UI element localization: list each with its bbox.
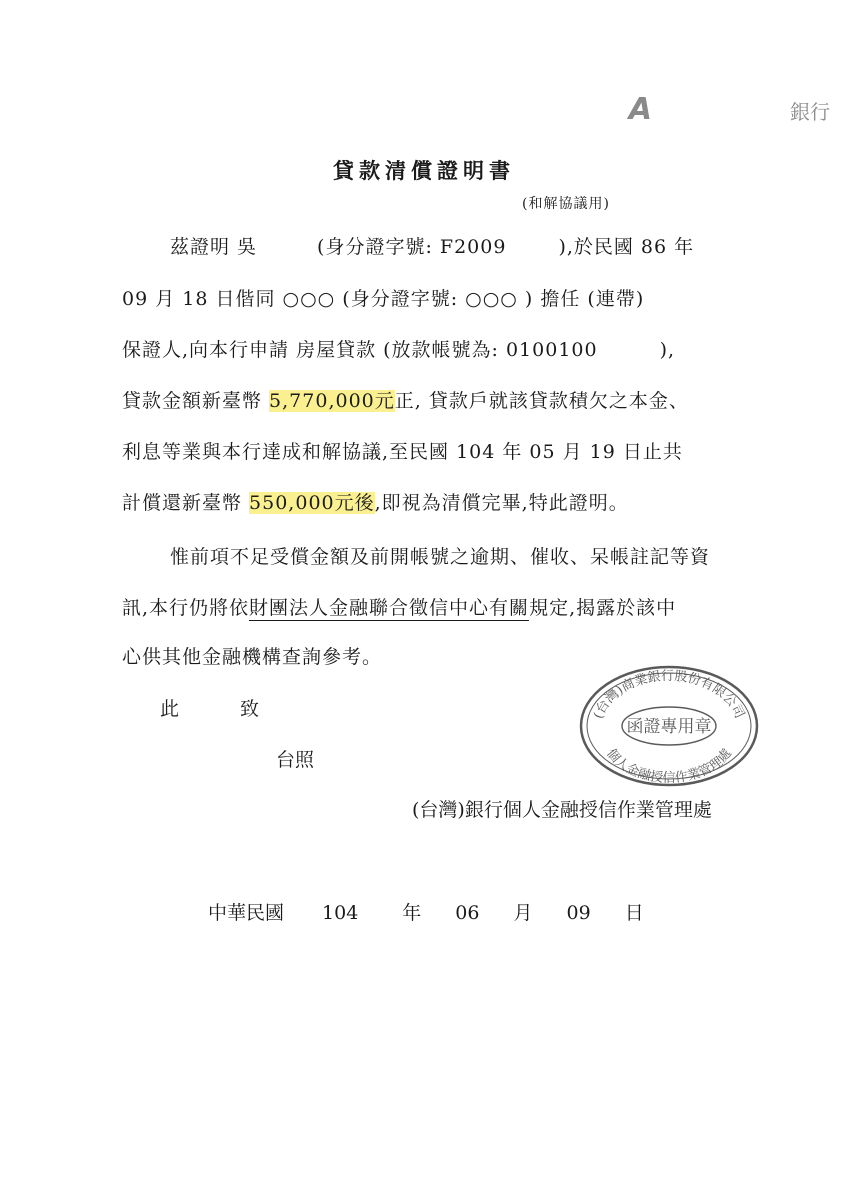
para2-line-3-a: 心供其他金融機構查詢參考。	[122, 646, 383, 668]
body-line-6-b: ,即視為清償完畢,特此證明。	[374, 492, 629, 514]
body-line-5	[122, 437, 683, 464]
date-day: 09	[566, 902, 591, 924]
body-line-3-a: 保證人,向本行申請 房屋貸款 (放款帳號為: 0100100	[122, 339, 598, 361]
seal-center-text: 函證專用章	[626, 717, 712, 737]
date-year: 104	[322, 902, 359, 924]
official-seal	[578, 664, 760, 788]
body-line-1-b: (身分證字號: F2009	[317, 236, 507, 258]
document-title: 貸款清償證明書	[333, 158, 515, 183]
date-era: 中華民國	[208, 902, 285, 924]
body-line-3	[122, 335, 675, 362]
body-line-6	[122, 488, 629, 515]
issue-date	[208, 898, 644, 925]
date-year-label: 年	[402, 902, 422, 924]
date-month-label: 月	[513, 902, 533, 924]
para2-line-2-a: 訊,本行仍將依	[122, 597, 250, 619]
body-line-4	[122, 386, 689, 413]
para2-line-1-a: 惟前項不足受償金額及前開帳號之逾期、催收、呆帳註記等資	[170, 546, 711, 568]
closing-ci: 此	[160, 698, 180, 720]
para2-line-1	[170, 542, 710, 569]
body-line-1-a: 茲證明 吳	[170, 236, 258, 258]
para2-line-2-b: 規定,揭露於該中	[529, 597, 677, 619]
seal-bottom-text: 個人金融授信作業管理處	[603, 746, 735, 786]
seal-outer-text: (台灣)商業銀行股份有限公司	[591, 668, 747, 722]
para2-line-3	[122, 642, 382, 669]
body-line-2-a: 09 月 18 日偕同 ○○○ (身分證字號: ○○○ ) 擔任 (連帶)	[122, 288, 645, 310]
body-line-4-a: 貸款金額新臺幣	[122, 390, 270, 412]
bank-logo-mark: A	[628, 92, 650, 127]
body-line-6-a: 計償還新臺幣	[122, 492, 250, 514]
date-day-label: 日	[624, 902, 644, 924]
body-line-3-b: ),	[659, 339, 676, 361]
bank-logo-name: 銀行	[790, 100, 830, 124]
para2-line-2	[122, 593, 676, 620]
document-subtitle: (和解協議用)	[522, 196, 610, 212]
repaid-amount-highlight: 550,000元後	[249, 492, 375, 514]
date-month: 06	[455, 902, 480, 924]
body-line-2	[122, 284, 644, 311]
issuing-department: (台灣)銀行個人金融授信作業管理處	[412, 799, 712, 821]
credit-center-underline: 財團法人金融聯合徵信中心有關	[249, 597, 530, 619]
closing-zhi: 致	[240, 698, 260, 720]
loan-amount-highlight: 5,770,000元	[269, 390, 395, 412]
bank-logo	[629, 92, 830, 127]
body-line-4-b: 正, 貸款戶就該貸款積欠之本金、	[394, 390, 689, 412]
body-line-1	[170, 232, 694, 259]
body-line-1-c: ),於民國 86 年	[558, 236, 695, 258]
body-line-5-a: 利息等業與本行達成和解協議,至民國 104 年 05 月 19 日止共	[122, 441, 683, 463]
closing-taizhao: 台照	[276, 749, 315, 771]
